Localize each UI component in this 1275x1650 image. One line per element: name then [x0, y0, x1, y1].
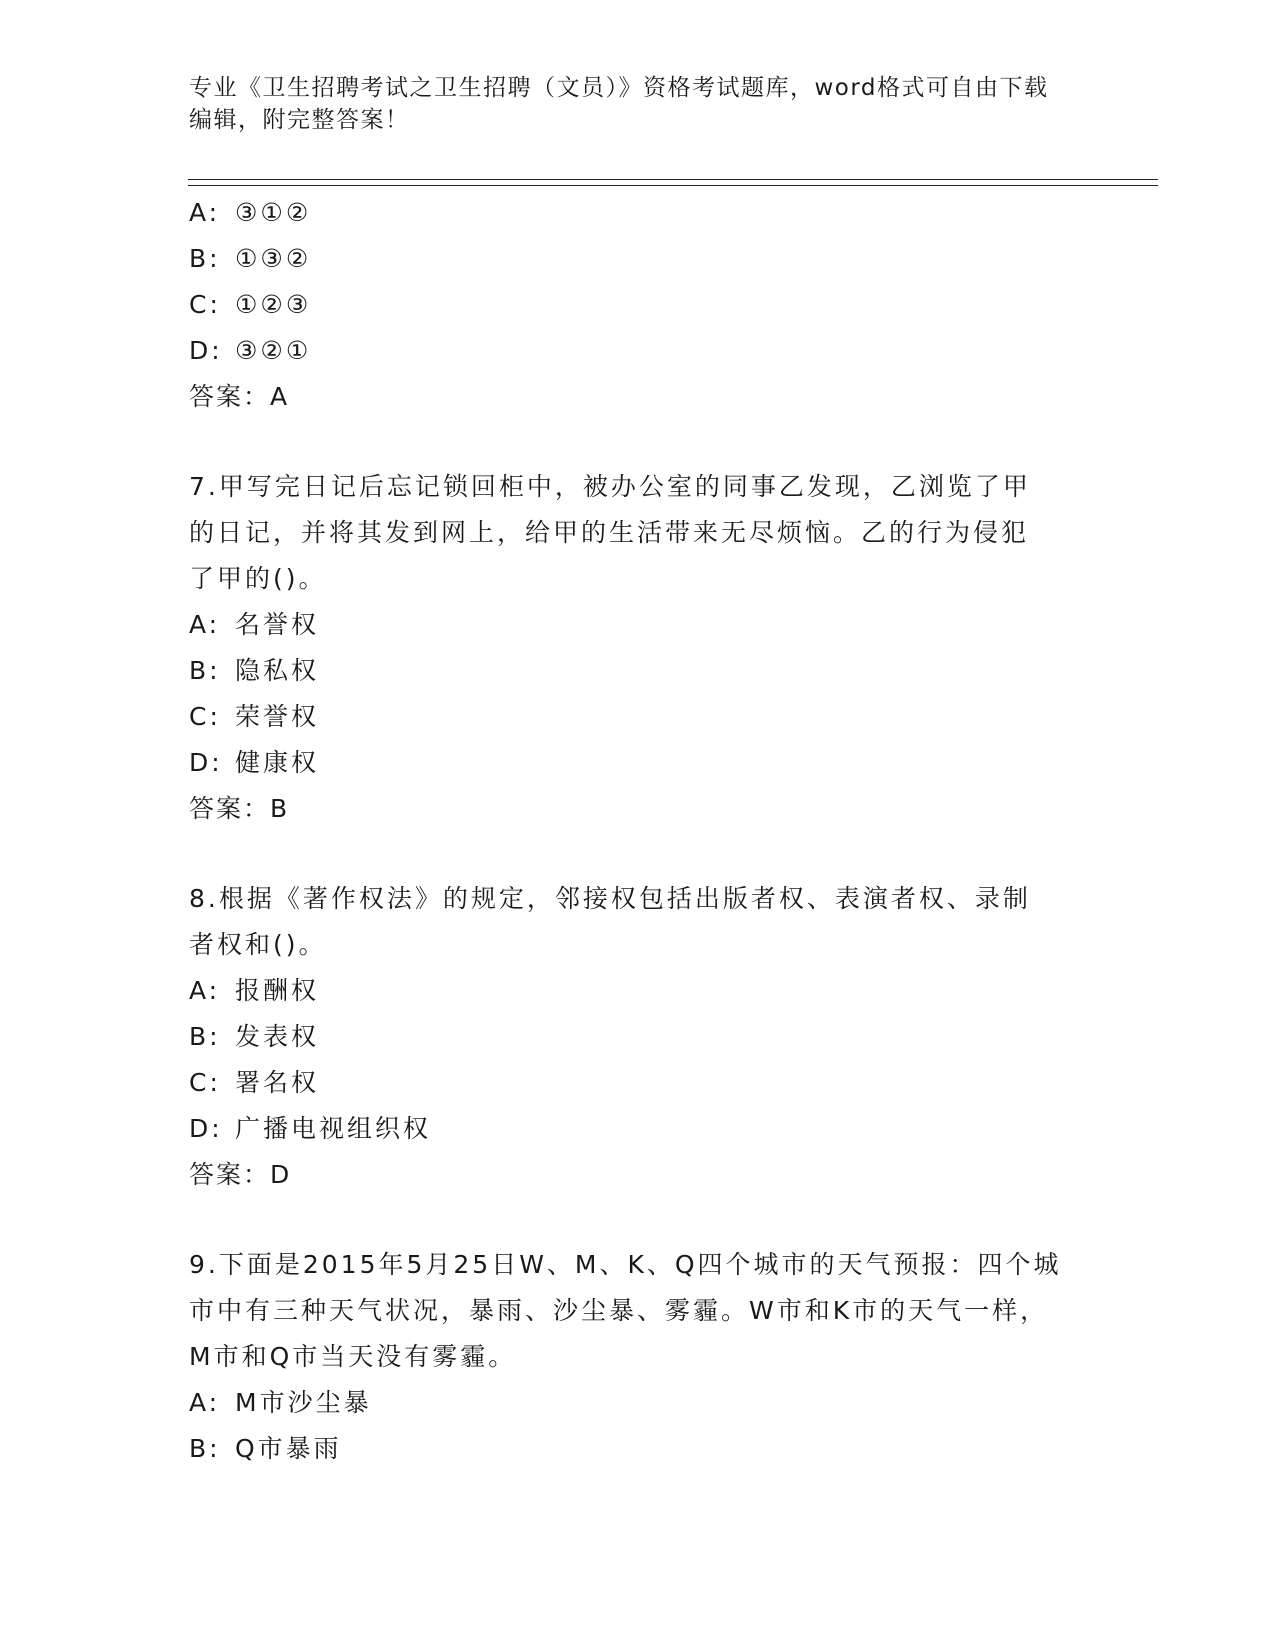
option-text: 名誉权: [235, 610, 320, 639]
option-key: C:: [189, 290, 221, 319]
question-8: [189, 876, 1089, 1198]
option-text: 健康权: [235, 748, 320, 777]
question-7: [189, 464, 1089, 832]
option-key: A:: [189, 976, 221, 1005]
option-c: [189, 1060, 1089, 1106]
option-a: [189, 602, 1089, 648]
option-a: [189, 968, 1089, 1014]
option-key: C:: [189, 702, 221, 731]
option-b: [189, 236, 1089, 282]
option-text: 荣誉权: [235, 702, 320, 731]
option-key: B:: [189, 656, 221, 685]
option-key: B:: [189, 244, 221, 273]
document-header: [189, 72, 1089, 136]
question-text-line: M市和Q市当天没有雾霾。: [189, 1342, 517, 1371]
header-line-1: 专业《卫生招聘考试之卫生招聘（文员）》资格考试题库，word格式可自由下载: [189, 75, 1049, 101]
option-key: A:: [189, 198, 221, 227]
option-key: A:: [189, 1388, 221, 1417]
spacer: [189, 420, 1089, 464]
spacer: [189, 1198, 1089, 1242]
option-d: [189, 1106, 1089, 1152]
option-text: 隐私权: [235, 656, 320, 685]
question-text-line: 8.根据《著作权法》的规定，邻接权包括出版者权、表演者权、录制: [189, 884, 1031, 913]
question-text-line: 的日记，并将其发到网上，给甲的生活带来无尽烦恼。乙的行为侵犯: [189, 518, 1030, 547]
option-b: [189, 648, 1089, 694]
answer-line: 答案：A: [189, 382, 290, 411]
header-rule-bottom: [188, 185, 1158, 186]
question-6: [189, 190, 1089, 420]
option-text: 发表权: [235, 1022, 320, 1051]
question-content: [189, 190, 1089, 1472]
answer-line: 答案：B: [189, 794, 290, 823]
option-text: Q市暴雨: [235, 1434, 342, 1463]
option-text: ③①②: [235, 198, 312, 227]
option-key: D:: [189, 748, 223, 777]
header-rule-top: [188, 179, 1158, 180]
question-text-line: 了甲的()。: [189, 564, 327, 593]
option-text: ①③②: [235, 244, 312, 273]
question-text-line: 7.甲写完日记后忘记锁回柜中，被办公室的同事乙发现，乙浏览了甲: [189, 472, 1031, 501]
option-text: 报酬权: [235, 976, 320, 1005]
option-d: [189, 328, 1089, 374]
option-key: D:: [189, 336, 223, 365]
option-key: D:: [189, 1114, 223, 1143]
option-key: B:: [189, 1022, 221, 1051]
option-c: [189, 694, 1089, 740]
option-a: [189, 1380, 1089, 1426]
option-a: [189, 190, 1089, 236]
option-key: C:: [189, 1068, 221, 1097]
option-key: B:: [189, 1434, 221, 1463]
option-text: 广播电视组织权: [235, 1114, 432, 1143]
option-text: ③②①: [235, 336, 312, 365]
question-text-line: 者权和()。: [189, 930, 327, 959]
header-line-2: 编辑，附完整答案！: [189, 107, 410, 133]
option-b: [189, 1426, 1089, 1472]
question-9: [189, 1242, 1089, 1472]
option-text: ①②③: [235, 290, 312, 319]
answer-line: 答案：D: [189, 1160, 292, 1189]
spacer: [189, 832, 1089, 876]
option-b: [189, 1014, 1089, 1060]
option-text: 署名权: [235, 1068, 320, 1097]
question-text-line: 9.下面是2015年5月25日W、M、K、Q四个城市的天气预报：四个城: [189, 1250, 1062, 1279]
option-text: M市沙尘暴: [235, 1388, 372, 1417]
question-text-line: 市中有三种天气状况，暴雨、沙尘暴、雾霾。W市和K市的天气一样，: [189, 1296, 1049, 1325]
option-c: [189, 282, 1089, 328]
option-key: A:: [189, 610, 221, 639]
option-d: [189, 740, 1089, 786]
